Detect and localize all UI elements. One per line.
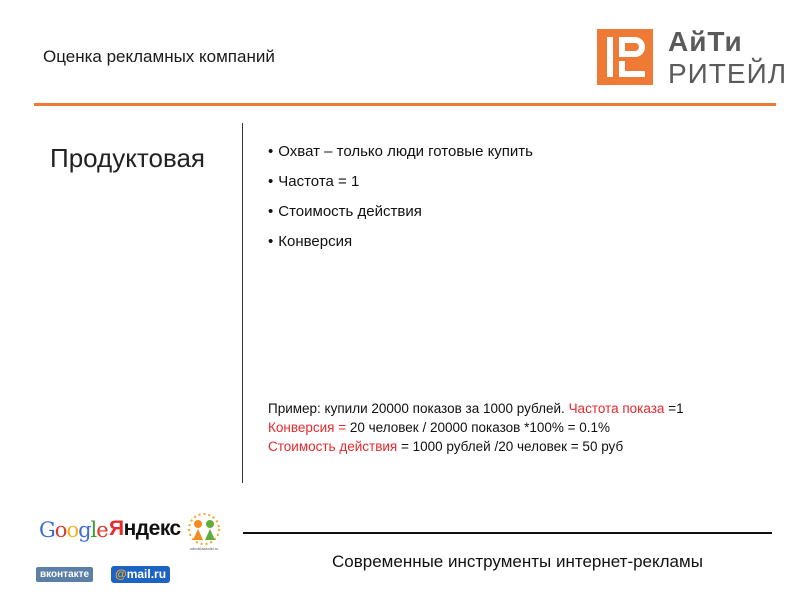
bullet-text: Частота = 1 [278,173,360,190]
bullet-item [268,203,533,233]
google-logo-letter: G [39,518,55,542]
bullet-item [268,173,533,203]
example-block [268,399,684,456]
yandex-logo-letter: с [169,517,181,540]
yandex-logo [109,517,181,541]
google-logo-letter: o [66,518,79,542]
google-logo-letter: e [96,518,108,542]
bullet-text: Конверсия [278,233,353,250]
yandex-logo-letter: е [148,517,160,540]
example-line-1: Пример: купили 20000 показов за 1000 рублей. Частота показа =1 [268,401,684,416]
footer-divider [243,532,772,534]
bullet-text: Стоимость действия [278,203,422,220]
footer-title: Современные инструменты интернет-рекламы [332,552,703,571]
company-logo-icon [597,29,653,85]
odnoklassniki-logo-icon [183,510,225,552]
svg-text:odnoklassniki.ru: odnoklassniki.ru [189,546,219,551]
google-logo-letter: l [90,518,97,542]
bullet-text: Охват – только люди готовые купить [278,143,533,160]
bullet-icon: • [268,233,274,250]
mailru-logo: @mail.ru [111,566,170,583]
vkontakte-logo: вконтакте [36,567,93,582]
example-line-2: Конверсия = 20 человек / 20000 показов *100% = 0.1% [268,420,611,435]
yandex-logo-letter: н [123,517,136,540]
example-line-3: Стоимость действия = 1000 рублей /20 человек = 50 руб [268,439,624,454]
bullet-item [268,233,533,263]
logo-line2: РИТЕЙЛ [668,58,788,89]
google-logo-letter: o [54,518,67,542]
bullet-list [268,143,533,263]
yandex-logo-letter: к [159,517,170,540]
yandex-logo-letter: Я [109,517,124,540]
logo-line1: АйТи [668,26,743,57]
google-logo [39,518,108,542]
yandex-logo-letter: д [135,517,149,540]
page-title: Оценка рекламных компаний [43,47,275,66]
header-divider [34,103,776,106]
section-title: Продуктовая [50,143,206,173]
bullet-item [268,143,533,173]
vertical-divider [242,123,243,483]
google-logo-letter: g [78,518,91,542]
bullet-icon: • [268,173,274,190]
bullet-icon: • [268,203,274,220]
bullet-icon: • [268,143,274,160]
